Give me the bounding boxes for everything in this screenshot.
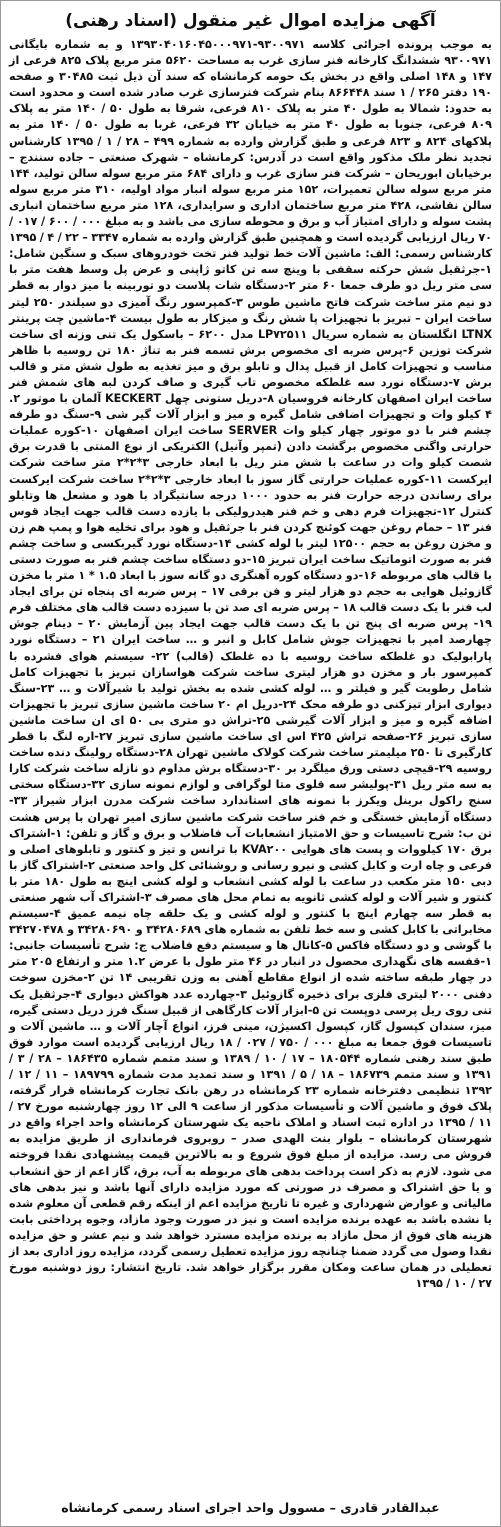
notice-signature: عبدالقادر قادری – مسوول واحد اجرای اسناد رسمی کرمانشاه [61,1500,440,1515]
notice-title: آگهی مزایده اموال غیر منقول (اسناد رهنی) [65,11,436,31]
notice-body: به موجب پرونده اجرائی کلاسه ۹۳۰۰۹۷۱-۱۳۹۳۰۴۰۱۶۰۴۵۰۰۰۹۷۱ و به شماره بایگانی ۹۳۰۰۹۷۱ ششدانگ کارخانه فنر سازی غرب به مساحت ۵۶۲۰ متر مربع پلاک ۸۲۵ فرعی از ۱۴۷ و ۱۴۸ اصلی واقع در بخش یک حومه کرمانشاه که سند آن ذیل ثبت ۳۰۴۸۵ و صفحه ۱۹۰ دفتر ۲۶۵ / ۱ سند ۸۶۶۴۴۸ بنام شرکت فنرسازی غرب صادر شده است و محدود است به حدود: شمالا به طول ۴۰ متر به پلاک ۸۱۰ فرعی، شرقا به طول ۵۰ / ۱۴۰ متر به پلاک ۸۰۹ فرعی، جنوبا به طول ۴۰ متر به خیابان ۳۲ فرعی، غربا به طول ۵۰ / ۱۴۰ متر به پلاکهای ۸۲۴ و ۸۲۳ فرعی و طبق گزارش وارده به شماره ۴۹۹ – ۲۸ / ۱ / ۱۳۹۵ کارشناس تجدید نظر ملک مذکور واقع است در آدرس: کرمانشاه – شهرک صنعتی – جاده سنندج – برخیابان ابوریحان – شرکت فنر سازی غرب و دارای ۶۸۴ متر مربع سوله سالن تولید، ۱۴۴ متر مربع سوله سالن تعمیرات، ۱۵۲ متر مربع سوله انبار مواد اولیه، ۳۱۰ متر مربع سوله سالن نقاشی، ۴۲۸ متر مربع ساختمان اداری و سرایداری، ۱۲۸ متر مربع ساختمان انباری پشت سوله و دارای امتیاز آب و برق و محوطه سازی می باشد و به مبلغ ۰۰۰ / ۶۰۰ / ۰۱۷ / ۷۰ ریال ارزیابی گردیده است و همچنین طبق گزارش وارده به شماره ۳۳۴۷ – ۲۲ / ۴ / ۱۳۹۵ کارشناس رسمی: الف: ماشین آلات خط تولید فنر تخت خودروهای سبک و سنگین شامل: ۱-جرثقیل شش حرکته سقفی با وینچ سه تن کاتو ژاپنی و عرض پل وسط هفت متر با سی متر ریل دو طرف جمعا ۶۰ متر ۲-دستگاه شات پلاست دو توربینه با میز دوار به قطر دو نیم متر ساخت شرکت فاتح ماشین طوس ۳-کمپرسور رنگ آمیزی دو سیلندر ۲۵۰ لیتر ساخت ایران – تبریز با تجهیزات پا شش رنگ و میزکار به طول بیست ۴-ماشین چت پرینتر LTNX انگلستان به شماره سریال LP۷۲۵۱۱ مدل ۶۲۰۰ – باسکول یک تنی وزنه ای ساخت شرکت توزین ۶-پرس ضربه ای مخصوص برش تسمه فنر به تناژ ۱۸۰ تن روسیه با ظاهر مناسب و تجهیزات کامل از قبیل پدال و تابلو برق و میز تغذیه به طول شش متر و قالب برش ۷-دستگاه نورد سه غلطکه مخصوص تاب گیری و صاف کردن لبه های شمش فنر ساخت ایران اصفهان کارخانه فروسیان ۸-دریل ستونی چهل KECKERT آلمان با موتور ۲. ۴ کیلو وات و تجهیزات اضافی شامل گیره و میز و ابزار آلات گیر شی ۹-سنگ دو طرفه چشم فنر با دو موتور چهار کیلو وات SERVER ساخت ایران اصفهان ۱۰-کوره عملیات حرارتی واگنی مخصوص برگشت دادن (تمپر وآنیل) الکتریکی از نوع المنتی با قدرت برق شصت کیلو وات در ساعت با شش متر ریل با ابعاد خارجی ۳*۲*۲ متر ساخت شرکت ایرکست ۱۱-کوره عملیات حرارتی گاز سوز با ابعاد خارجی ۳*۲*۲ ساخت شرکت ایرکست برای رساندن درجه حرارت فنر به حدود ۱۰۰۰ درجه سانتیگراد با هود و مشعل ها وتابلو کنترل ۱۲-تجهیزات فرم دهی و خم فنر هیدرولیکی با یازده دست قالب جهت ایجاد قوس فنر ۱۳ – حمام روغن جهت کوئنچ کردن فنر با جرثقیل و هود برای تخلیه هوا و پمپ هم زن و مخزن روغن به حجم ۱۲۵۰۰ لیتر با لوله کشی ۱۴-دستگاه نورد گیربکسی و ساخت چشم فنر به صورت اتوماتیک ساخت ایران تبریز ۱۵-دو دستگاه ساخت چشم فنر به صورت دستی با قالب های مربوطه ۱۶-دو دستگاه کوره آهنگری دو گانه سوز با ابعاد ۱.۵ * ۱ متر با مخزن گازوئیل هوایی به حجم دو هزار لیتر و فن برقی ۱۷ – پرس ضربه ای پنجاه تن برای ایجاد لب فنر با یک دست قالب ۱۸ – پرس ضربه ای صد تن با سیزده دست قالب های مختلف فرم ۱۹- پرس ضربه ای پنج تن با یک دست قالب جهت ایجاد پین آزمایش ۲۰ – دینام جوش چهارصد امپر با تجهیزات جوش شامل کابل و انبر و … ساخت ایران ۲۱ – دستگاه نورد پارابولیک دو غلطکه ساخت روسیه با ده غلطک (قالب) ۲۲- سیستم هوای فشرده با کمپرسور بار و مخزن دو هزار لیتری ساخت شرکت هواسازان تبریز با تجهیزات کامل شامل رطوبت گیر و فیلتر و … لوله کشی شده به بخش تولید با شیرآلات و … ۲۳-سنگ دیواری ابزار تیزکنی دو طرفه محک ۲۴-دریل ام ۲۰ ساخت ماشین سازی تبریز با تجهیزات اضافه گیره و میز و ابزار آلات گیرشی ۲۵-تراش دو متری بی ۵۰ ای ان ساخت ماشین سازی تبریز ۲۶-صفحه تراش ۴۲۵ اس ای ساخت ماشین سازی تبریز ۲۷-اره لنگ با قطر کارگیری تا ۲۵۰ میلیمتر ساخت شرکت کولاک ماشین تهران ۲۸-دستگاه رولینگ دنده ساخت روسیه ۲۹-قیچی دستی ورق میلگرد بر ۳۰-دستگاه برش مداوم دو نازله ساخت شرکت کارا به سه متر ریل ۳۱-پولیشر سه قلوی متا لوگرافی و لوازم نمونه سازی ۳۲-دستگاه سختی سنج راکول برینل ویکرز با نمونه های استاندارد ساخت شرکت مدرن ابزار شیراز ۳۳-دستگاه آزمایش خستگی و خم فنر ساخت شرکت ماشین سازی امیر تهران با پرس هشت تن ب: شرح تاسیسات و حق الامتیاز انشعابات آب فاضلاب و برق و گاز و تلفن: ۱-اشتراک برق ۱۷۰ کیلووات و پست های هوایی KVA۲۰۰ با ترانس و تیز و کنتور و تابلوهای اصلی و فرعی و چاه ارت و کابل کشی و نیرو رسانی و روشنائی کل واحد صنعتی ۲-اشتراک گاز با دبی ۱۵۰ متر مکعب در ساعت با لوله کشی انشعاب و لوله کشی اینچ به طول ۱۸۰ متر با کنتور و شیر آلات و لوله کشی ثانویه به تمام محل های مصرف ۳-اشتراک آب شهر صنعتی به قطر سه چهارم اینچ با کنتور و لوله کشی و یک حلقه چاه نیمه عمیق ۴-سیستم مخابراتی با کابل کشی و سه خط تلفن به شماره های ۳۴۲۸۰۶۸۹ و ۳۴۲۸۰۶۹۰ و ۳۴۲۷۰۴۷۸ با گوشی و دو دستگاه فاکس ۵-کانال ها و سیستم دفع فاضلاب ج: شرح تأسیسات جانبی: ۱-قفسه های نگهداری محصول در انبار در ۴۶ متر طول با عرض ۱.۲ متر و ارتفاع ۲۰۵ متر در چهار طبقه ساخته شده از انواع مقاطع آهنی به وزن تقریبی ۱۴ تن ۲-مخزن سوخت دفنی ۲۰۰۰ لیتری فلزی برای ذخیره گازوئیل ۳-چهارده عدد هواکش دیواری ۴-جرثقیل یک تنی روی ریل پرسی دوپست تن ۵-ابزار آلات کارگاهی از قبیل سنگ فرز دریل دستی گیره، میز، سندان کپسول گاز، کپسول اکسیژن، مینی فرز، انواع آچار آلات و … ماشین آلات و تاسیسات فوق جمعا به مبلغ ۰۰۰ / ۷۵۰ / ۰۲۷ / ۱۸ ریال ارزیابی گردیده است موارد فوق طبق سند رهنی شماره ۱۸۰۵۴۴ – ۱۷ / ۱۰ / ۱۳۸۹ و سند متمم شماره ۱۸۶۴۳۵ – ۲۸ / ۳ / ۱۳۹۱ و سند متمم ۱۸۶۷۳۹ – ۱۸ / ۵ / ۱۳۹۱ و سند تمدید مدت شماره ۱۸۹۷۹۹ – ۱۱ / ۱۲ / ۱۳۹۲ تنظیمی دفترخانه شماره ۲۳ کرمانشاه در رهن بانک تجارت کرمانشاه قرار گرفته، پلاک فوق و ماشین آلات و تأسیسات مذکور از ساعت ۹ الی ۱۲ روز چهارشنبه مورخ ۲۷ / ۱۱ / ۱۳۹۵ در اداره ثبت اسناد و املاک ناحیه یک شهرستان کرمانشاه واحد اجراء واقع در شهرستان کرمانشاه – بلوار بنت الهدی صدر – روبروی فرمانداری از طریق مزایده به فروش می رسد. مزایده از مبلغ فوق شروع و به بالاترین قیمت پیشنهادی نقدا فروخته می شود. لازم به ذکر است پرداخت بدهی های مربوطه به آب، برق، گاز اعم از حق انشعاب و یا حق اشتراک و مصرف در صورتی که مورد مزایده دارای آنها باشد و نیز بدهی های مالیاتی و عوارض شهرداری و غیره تا تاریخ مزایده اعم از اینکه رقم قطعی آن معلوم شده یا نشده باشد به عهده برنده مزایده است و نیز در صورت وجود مازاد، وجوه پرداختی بابت هزینه های فوق از محل مازاد به برنده مزایده مسترد خواهد شد و نیم عشر و حق مزایده نقدا وصول می گردد ضمنا چنانچه روز مزایده تعطیل رسمی گردد، مزایده روز اداری بعد از تعطیلی در همان ساعت ومکان مقرر برگزار خواهد شد. تاریخ انتشار: روز دوشنبه مورخ ۲۷ / ۱۰ / ۱۳۹۵ [9,38,493,1291]
